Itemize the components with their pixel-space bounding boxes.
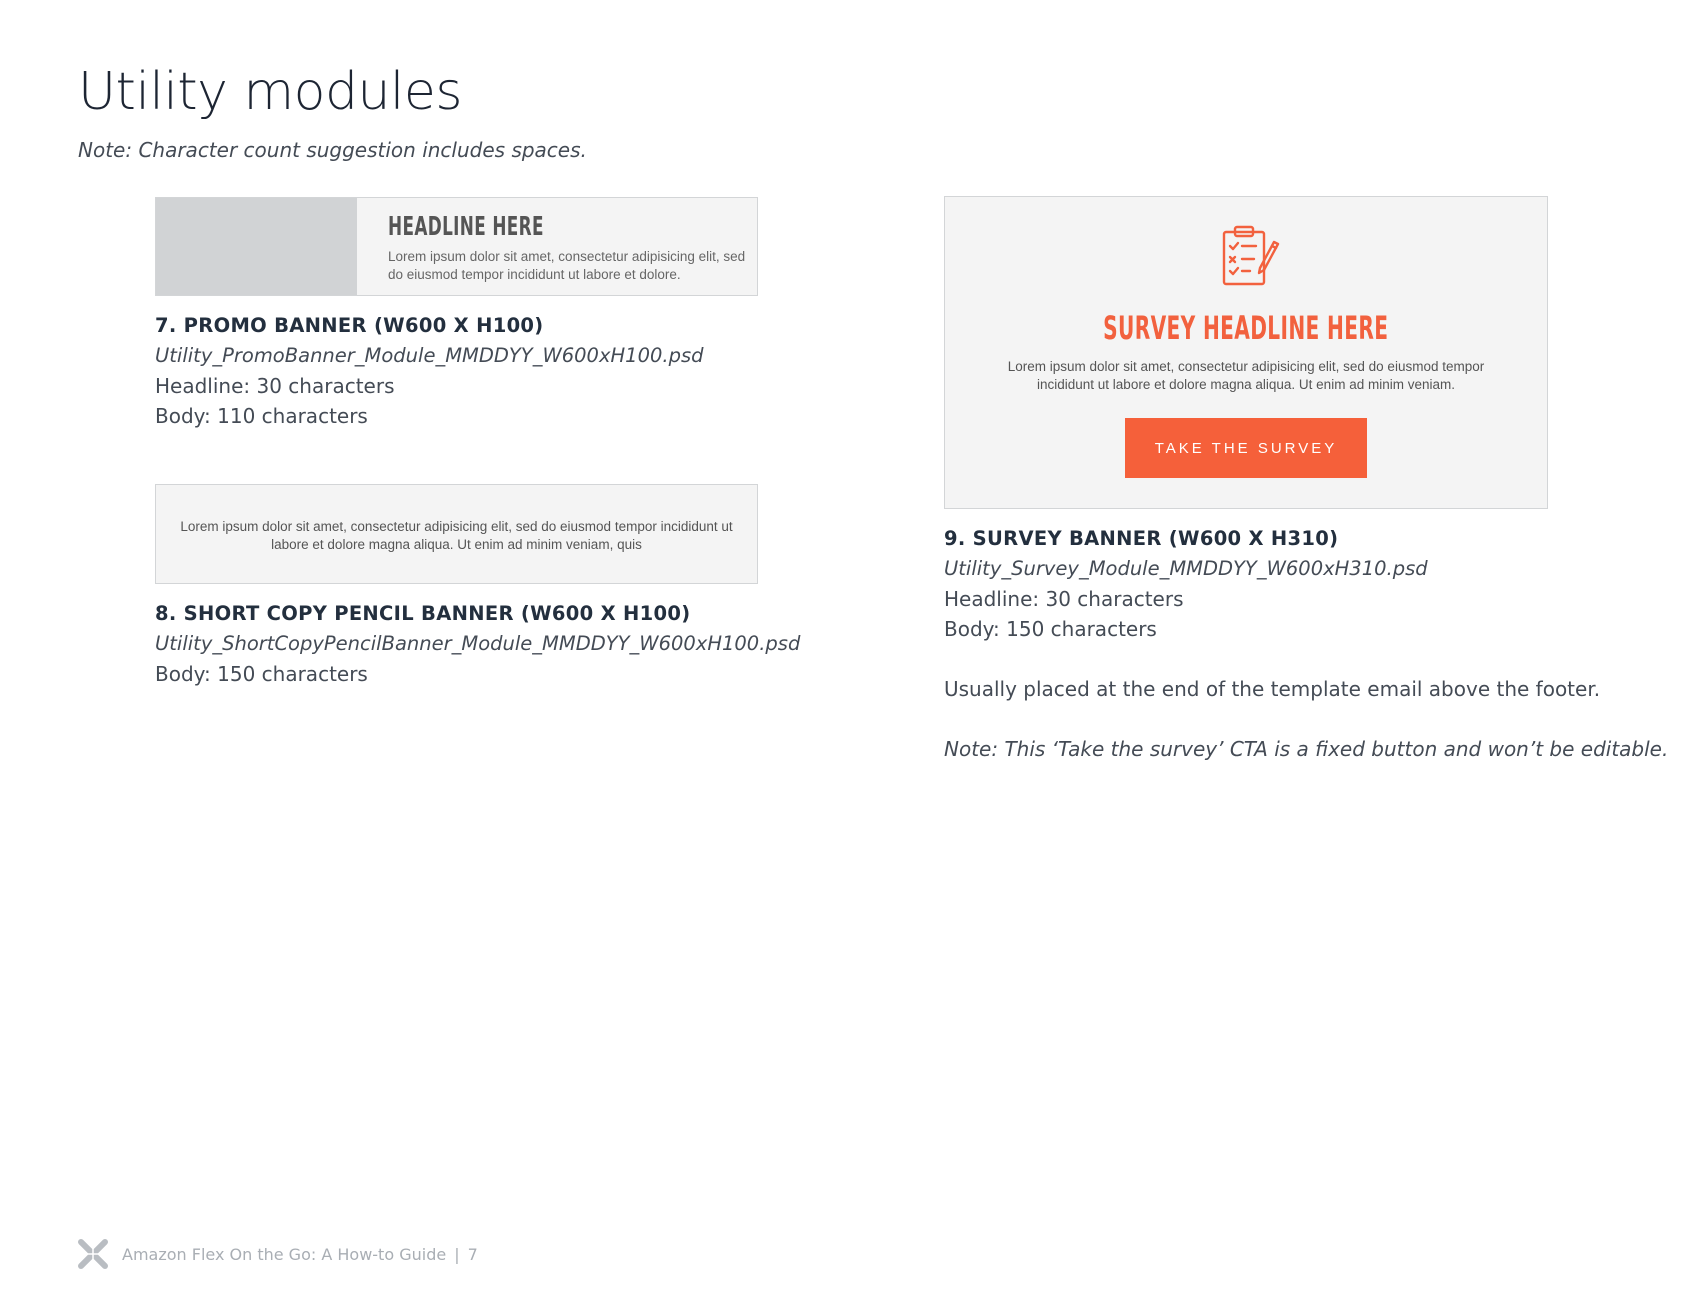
survey-banner-body: Lorem ipsum dolor sit amet, consectetur adipisicing elit, sed do eiusmod tempor incididunt ut labore et dolore magna aliqua. Ut enim ad minim veniam.	[1007, 359, 1485, 392]
promo-banner-mockup	[155, 197, 758, 296]
pencil-body-spec: Body: 150 characters	[155, 662, 368, 686]
survey-headline-spec: Headline: 30 characters	[944, 587, 1184, 611]
survey-body-spec: Body: 150 characters	[944, 617, 1157, 641]
take-the-survey-button[interactable]: TAKE THE SURVEY	[1125, 418, 1367, 478]
clipboard-checklist-icon	[1220, 224, 1280, 288]
footer-text	[122, 1245, 478, 1264]
survey-module-filename: Utility_Survey_Module_MMDDYY_W600xH310.psd	[944, 557, 1428, 580]
promo-banner-body: Lorem ipsum dolor sit amet, consectetur adipisicing elit, sed do eiusmod tempor incididunt ut labore et dolore.	[388, 249, 746, 282]
amazon-flex-logo-icon	[76, 1237, 110, 1271]
survey-cta-note: Note: This ‘Take the survey’ CTA is a fixed button and won’t be editable.	[944, 737, 1669, 761]
pencil-banner-body: Lorem ipsum dolor sit amet, consectetur adipisicing elit, sed do eiusmod tempor incididunt ut labore et dolore magna aliqua. Ut enim ad minim veniam, quis	[180, 519, 733, 552]
footer-separator: |	[454, 1245, 460, 1264]
pencil-module-title: 8. SHORT COPY PENCIL BANNER (W600 X H100)	[155, 602, 691, 625]
footer-guide-title: Amazon Flex On the Go: A How-to Guide	[122, 1245, 447, 1264]
promo-banner-headline: HEADLINE HERE	[388, 212, 544, 242]
page-title: Utility modules	[78, 62, 462, 122]
pencil-module-filename: Utility_ShortCopyPencilBanner_Module_MMDDYY_W600xH100.psd	[155, 632, 801, 655]
survey-module-title: 9. SURVEY BANNER (W600 X H310)	[944, 527, 1339, 550]
promo-body-spec: Body: 110 characters	[155, 404, 368, 428]
survey-placement-note: Usually placed at the end of the template email above the footer.	[944, 677, 1601, 701]
footer-page-number: 7	[467, 1245, 478, 1264]
promo-module-filename: Utility_PromoBanner_Module_MMDDYY_W600xH100.psd	[155, 344, 704, 367]
promo-module-title: 7. PROMO BANNER (W600 X H100)	[155, 314, 544, 337]
promo-headline-spec: Headline: 30 characters	[155, 374, 395, 398]
survey-banner-mockup	[944, 196, 1548, 509]
promo-image-placeholder	[156, 198, 357, 295]
page-note: Note: Character count suggestion includes spaces.	[78, 138, 587, 162]
survey-banner-headline: SURVEY HEADLINE HERE	[1103, 309, 1389, 347]
pencil-banner-mockup	[155, 484, 758, 584]
